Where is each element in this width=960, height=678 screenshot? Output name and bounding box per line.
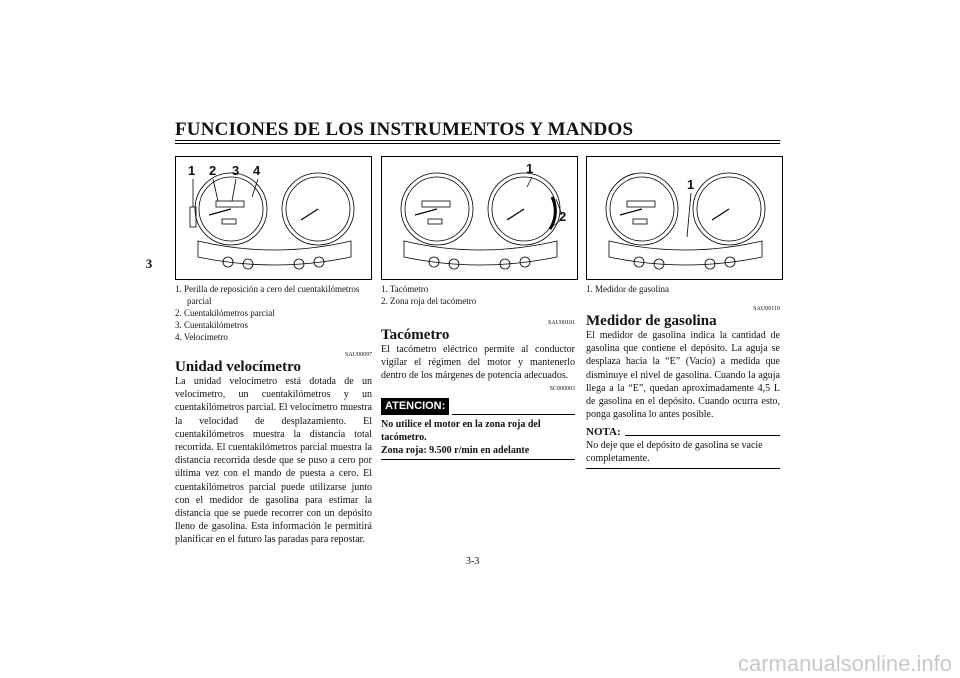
column-fuel-gauge: [586, 283, 780, 469]
callout-2: 2: [209, 163, 217, 178]
section-body: El tacómetro eléctrico permite al conductor vigilar el régimen del motor y mantenerlo dentro de los márgenes de potencia adecuados.: [381, 344, 575, 382]
caption-item: 2. Zona roja del tacómetro: [381, 296, 477, 306]
callout-1: 1: [188, 163, 196, 178]
caption-item: 1. Perilla de reposición a cero del cuentakilómetros parcial: [175, 284, 360, 306]
note-text: No deje que el depósito de gasolina se vacíe completamente.: [586, 439, 780, 469]
caption-item: 1. Tacómetro: [381, 284, 429, 294]
figure-caption-list: [586, 283, 780, 295]
section-body: La unidad velocímetro está dotada de un velocímetro, un cuentakilómetros y un cuentakilómetros parcial. El velocímetro muestra la velocidad de desplazamiento. El cuentakilómetros muestra la distancia total recorrida. El cuentakilómetros parcial muestra la distancia recorrida desde que se puso a cero por última vez con el mando de puesta a cero. El cuentakilómetros parcial puede utilizarse junto con el medidor de gasolina para estimar la distancia que se puede recorrer con un depósito lleno de gasolina. Esta información le permitirá planificar en el futuro las paradas para repostar.: [175, 376, 372, 546]
column-speedometer: [175, 283, 372, 547]
section-title: Unidad velocímetro: [175, 359, 301, 375]
warning-line-1: No utilice el motor en la zona roja del tacómetro.: [381, 418, 541, 443]
caption-item: 3. Cuentakilómetros: [175, 320, 248, 330]
caption-item: 1. Medidor de gasolina: [586, 284, 669, 294]
warning-line-2: Zona roja: 9.500 r/min en adelante: [381, 444, 530, 456]
instrument-cluster-illustration: [382, 157, 577, 279]
callout-3: 3: [232, 163, 240, 178]
note-rule: [625, 435, 780, 436]
figure-speedometer-unit: [175, 156, 372, 280]
note-header: [586, 426, 780, 439]
figure-tachometer: [381, 156, 578, 280]
caption-item: 4. Velocímetro: [175, 332, 228, 342]
callout-4: 4: [253, 163, 261, 178]
section-code: SAU00110: [753, 306, 780, 312]
warning-code: SC000003: [549, 385, 575, 392]
callout-2: 2: [559, 209, 567, 224]
section-code: SAU00101: [547, 320, 575, 326]
caption-item: 2. Cuentakilómetros parcial: [175, 308, 275, 318]
section-code: SAU00097: [344, 352, 372, 358]
warning-text: [381, 418, 575, 460]
page-number: 3-3: [466, 556, 480, 567]
chapter-tab: 3: [145, 256, 153, 271]
watermark: carmanualsonline.info: [737, 651, 952, 676]
warning-rule: [452, 414, 575, 415]
warning-label: ATENCION:: [381, 398, 449, 415]
figure-fuel-gauge: [586, 156, 783, 280]
instrument-cluster-illustration: [587, 157, 782, 279]
figure-caption-list: [175, 283, 372, 343]
header-rule: [175, 140, 780, 141]
column-tachometer: [381, 283, 575, 460]
warning-box: [381, 398, 575, 460]
note-label: NOTA:: [586, 426, 621, 439]
section-title: Medidor de gasolina: [586, 313, 717, 329]
callout-1: 1: [526, 161, 534, 176]
page-title: FUNCIONES DE LOS INSTRUMENTOS Y MANDOS: [175, 119, 634, 140]
instrument-cluster-illustration: [176, 157, 371, 279]
section-title: Tacómetro: [381, 327, 450, 343]
figure-caption-list: [381, 283, 575, 307]
header-rule-double: [175, 143, 780, 144]
section-body: El medidor de gasolina indica la cantidad de gasolina que contiene el depósito. La aguja se desplaza hacia la “E” (Vacío) a medida que disminuye el nivel de gasolina. Cuando la aguja llega a la “E”, quedan aproximadamente 4,5 L de gasolina en el depósito. Cuando ocurra esto, ponga gasolina lo antes posible.: [586, 330, 780, 421]
callout-1: 1: [687, 177, 695, 192]
